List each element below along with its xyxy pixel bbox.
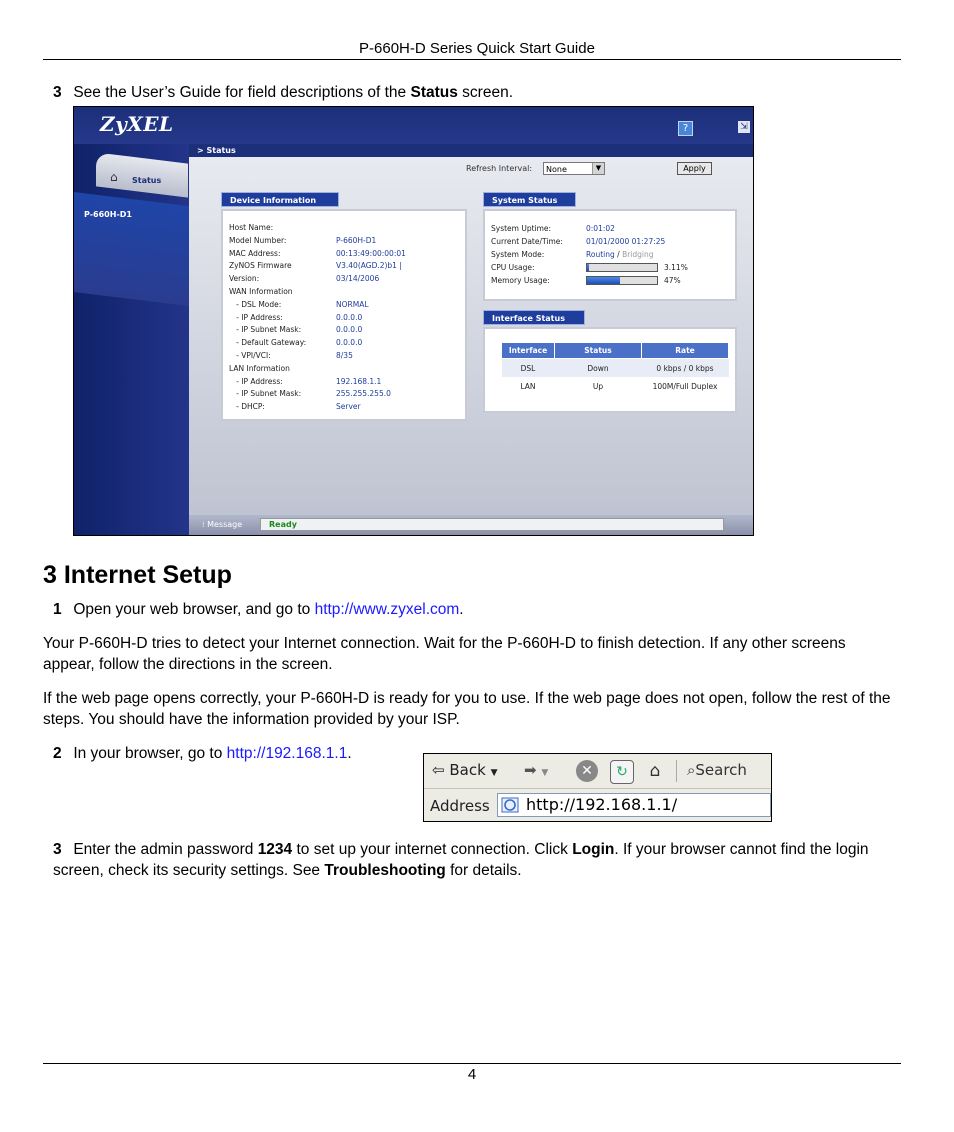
router-device-icon: ⌂ <box>110 170 118 184</box>
device-info-label: MAC Address: <box>229 248 281 258</box>
cpu-usage-text: 3.11% <box>664 263 688 272</box>
forward-button[interactable] <box>524 761 548 779</box>
cell-interface: DSL <box>502 359 555 378</box>
step-text-end: . <box>459 601 464 618</box>
device-info-value: 03/14/2006 <box>336 274 380 284</box>
sidebar-tab-label[interactable]: Status <box>132 176 162 185</box>
troubleshooting-term: Troubleshooting <box>324 862 446 879</box>
device-info-label: WAN Information <box>229 287 293 296</box>
step-text-end: for details. <box>445 862 522 879</box>
back-arrow-icon: ⇦ <box>432 761 445 779</box>
device-info-label: - IP Address: <box>229 376 283 386</box>
interface-status-panel <box>483 327 737 413</box>
browser-button-row <box>424 754 771 789</box>
section-title: 3 Internet Setup <box>43 561 232 589</box>
document-header-title: P-660H-D Series Quick Start Guide <box>359 40 595 57</box>
page-icon <box>501 797 519 813</box>
chevron-down-icon[interactable]: ▼ <box>490 768 498 778</box>
device-info-row <box>229 260 402 271</box>
step-text: . If your browser cannot find the login screen, check its security settings. See <box>53 841 869 879</box>
refresh-interval-value: None <box>546 165 567 174</box>
device-info-row <box>229 248 406 259</box>
table-row <box>502 377 729 395</box>
step-text: Enter the admin password <box>73 841 258 858</box>
step-number: 3 <box>53 84 62 101</box>
table-row <box>502 359 729 378</box>
back-label: Back <box>449 761 486 779</box>
memory-usage-text: 47% <box>664 276 681 285</box>
column-header-status: Status <box>555 343 642 359</box>
mode-separator: / <box>614 250 623 259</box>
column-header-interface: Interface <box>502 343 555 359</box>
step2-instruction <box>53 743 413 764</box>
device-info-value: 0.0.0.0 <box>336 338 363 348</box>
cpu-usage-fill <box>587 264 589 271</box>
device-info-label: - Default Gateway: <box>229 338 307 348</box>
device-info-value: 8/35 <box>336 351 353 360</box>
system-mode-label: System Mode: <box>491 250 545 259</box>
cpu-usage-bar <box>586 263 658 272</box>
device-info-row <box>229 222 336 233</box>
paragraph-setup: If the web page opens correctly, your P-660H-D is ready for you to use. If the web page does not open, follow the rest of the steps. You should have the information provided by your ISP. <box>43 690 891 728</box>
device-info-row <box>229 324 362 335</box>
device-info-panel <box>221 209 467 421</box>
search-button[interactable] <box>687 761 747 779</box>
device-info-label: Host Name: <box>229 223 274 232</box>
device-info-value: 255.255.255.0 <box>336 389 391 399</box>
address-input[interactable]: http://192.168.1.1/ <box>497 793 771 817</box>
router-top-bar <box>74 107 753 144</box>
uptime-row <box>491 223 615 234</box>
device-info-value: 00:13:49:00:00:01 <box>336 248 406 258</box>
device-info-row <box>229 273 379 284</box>
step-text: In your browser, go to <box>73 745 227 762</box>
device-info-label: - IP Subnet Mask: <box>229 325 302 335</box>
device-info-row <box>229 388 391 399</box>
step-number: 3 <box>53 841 62 858</box>
device-info-label: Version: <box>229 274 260 284</box>
address-bar-row <box>424 789 771 821</box>
step-text: Open your web browser, and go to <box>73 601 315 618</box>
interface-status-table <box>501 342 729 395</box>
mode-bridging: Bridging <box>622 250 654 259</box>
router-ip-link[interactable]: http://192.168.1.1 <box>226 745 348 762</box>
device-info-row <box>229 235 376 246</box>
uptime-value: 0:01:02 <box>586 224 615 233</box>
router-status-screenshot <box>73 106 754 536</box>
page-number: 4 <box>467 1066 477 1083</box>
device-info-title: Device Information <box>221 192 339 207</box>
system-status-panel <box>483 209 737 301</box>
column-header-rate: Rate <box>642 343 729 359</box>
device-info-row <box>229 286 336 297</box>
paragraph-detect: Your P-660H-D tries to detect your Internet connection. Wait for the P-660H-D to finish detection. If any other screens appear, follow the directions in the screen. <box>43 635 846 673</box>
stop-icon[interactable]: ✕ <box>576 760 598 782</box>
device-info-value: 0.0.0.0 <box>336 312 363 322</box>
datetime-label: Current Date/Time: <box>491 237 563 246</box>
cell-rate: 100M/Full Duplex <box>652 381 718 391</box>
device-info-row <box>229 312 362 323</box>
message-label <box>202 520 242 529</box>
cell-status: Down <box>555 359 642 378</box>
message-box <box>260 518 724 531</box>
uptime-label: System Uptime: <box>491 224 552 233</box>
browser-toolbar-screenshot <box>423 753 772 822</box>
step-text: See the User’s Guide for field descriptions of the <box>73 84 411 101</box>
password-value: 1234 <box>257 841 293 858</box>
system-status-title: System Status <box>483 192 576 207</box>
device-info-label: Model Number: <box>229 235 287 245</box>
memory-usage-bar <box>586 276 658 285</box>
cell-status: Up <box>592 381 604 391</box>
message-label-text: Message <box>207 520 243 529</box>
chevron-down-icon[interactable]: ▼ <box>541 768 549 778</box>
cell-interface: LAN <box>520 381 536 391</box>
forward-arrow-icon: ➡ <box>524 761 537 779</box>
device-info-value: P-660H-D1 <box>336 235 377 245</box>
device-info-label: - DHCP: <box>229 402 265 412</box>
device-info-value: V3.40(AGD.2)b1 | <box>336 261 402 271</box>
footer-rule <box>43 1063 901 1064</box>
device-info-label: - IP Subnet Mask: <box>229 389 302 399</box>
device-info-label: - IP Address: <box>229 312 283 322</box>
memory-usage-label: Memory Usage: <box>491 276 550 285</box>
chevron-down-icon[interactable]: ▼ <box>592 163 604 174</box>
step-text-end: . <box>347 745 352 762</box>
breadcrumb: > Status <box>189 144 753 157</box>
step-status-instruction <box>53 82 893 103</box>
datetime-row <box>491 236 665 247</box>
search-label: Search <box>695 761 747 779</box>
step-bold-term: Status <box>410 84 458 101</box>
search-icon: ⌕ <box>687 761 696 779</box>
device-info-label: - DSL Mode: <box>229 299 282 309</box>
exit-icon[interactable]: ⇲ <box>738 121 750 133</box>
step3-instruction <box>53 839 901 881</box>
step1-instruction <box>53 599 893 620</box>
refresh-interval-label: Refresh Interval: <box>466 164 533 173</box>
apply-button[interactable]: Apply <box>677 162 712 175</box>
message-value: Ready <box>269 520 297 529</box>
step-number: 2 <box>53 745 62 762</box>
step-text-end: screen. <box>457 84 513 101</box>
device-info-row <box>229 337 362 348</box>
login-term: Login <box>572 841 615 858</box>
zyxel-logo: ZyXEL <box>100 112 174 136</box>
device-info-row <box>229 363 336 374</box>
device-info-label: - VPI/VCI: <box>229 351 271 360</box>
back-button[interactable] <box>432 761 497 779</box>
device-info-row <box>229 401 361 412</box>
step-text: to set up your internet connection. Click <box>292 841 573 858</box>
toolbar-divider <box>676 760 677 782</box>
sidebar-model-link[interactable]: P-660H-D1 <box>84 210 132 219</box>
datetime-value: 01/01/2000 01:27:25 <box>586 237 666 246</box>
memory-usage-row <box>491 275 586 286</box>
device-info-value: NORMAL <box>336 299 369 309</box>
device-info-label: LAN Information <box>229 363 290 373</box>
header-rule <box>43 59 901 60</box>
home-icon[interactable]: ⌂ <box>649 761 661 781</box>
help-icon[interactable]: ? <box>678 121 693 136</box>
device-info-value: Server <box>336 402 361 412</box>
device-info-row <box>229 299 369 310</box>
device-info-row <box>229 350 353 361</box>
device-info-row <box>229 376 381 387</box>
refresh-interval-select[interactable] <box>543 162 605 175</box>
mode-routing: Routing <box>586 250 615 259</box>
device-info-value: 0.0.0.0 <box>336 325 363 335</box>
device-info-value: 192.168.1.1 <box>336 376 382 386</box>
cpu-usage-label: CPU Usage: <box>491 263 535 272</box>
refresh-icon[interactable]: ↻ <box>610 760 634 784</box>
system-mode-row <box>491 249 654 260</box>
address-label: Address <box>430 797 490 815</box>
grip-icon: ⁞ <box>202 520 205 529</box>
device-info-label: ZyNOS Firmware <box>229 261 292 271</box>
cell-rate: 0 kbps / 0 kbps <box>642 359 729 378</box>
memory-usage-fill <box>587 277 620 284</box>
step-number: 1 <box>53 601 62 618</box>
interface-status-title: Interface Status <box>483 310 585 325</box>
zyxel-link[interactable]: http://www.zyxel.com <box>314 601 460 618</box>
